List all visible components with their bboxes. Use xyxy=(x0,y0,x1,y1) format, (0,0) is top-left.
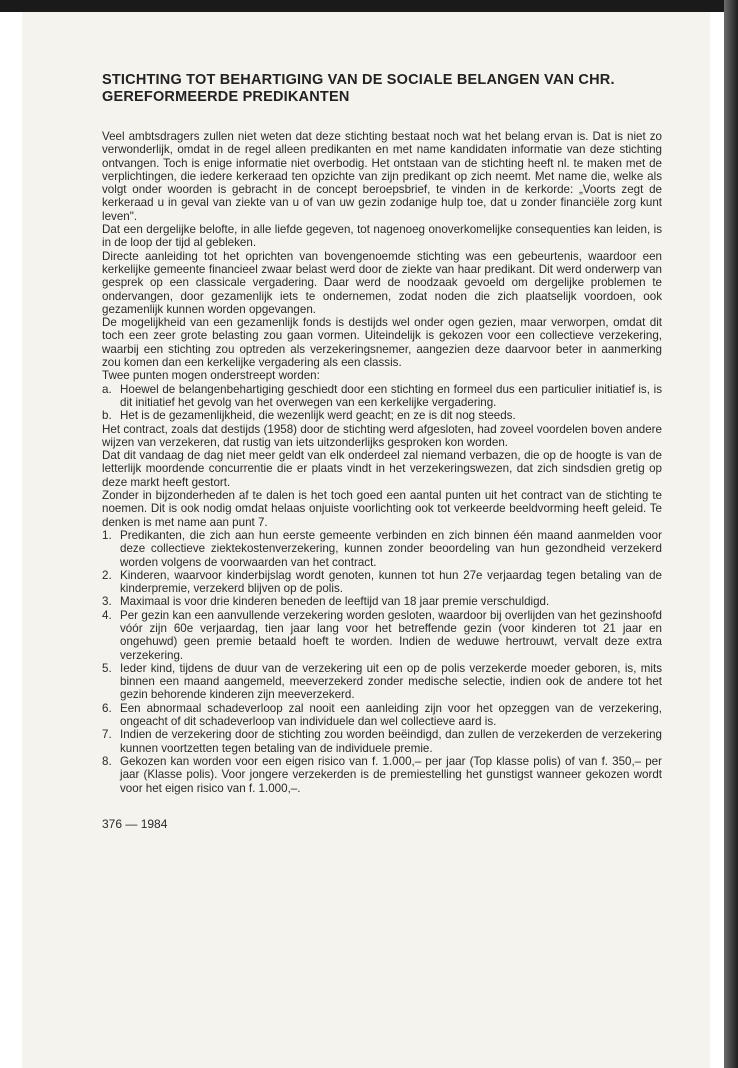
list-item-text: Kinderen, waarvoor kinderbijslag wordt genoten, kunnen tot hun 27e verjaardag tegen betaling van de kinderpremie, verzekerd blijven op de polis. xyxy=(120,568,662,596)
list-item-text: Per gezin kan een aanvullende verzekering worden gesloten, waardoor bij overlijden van het gezinshoofd vóór zijn 60e verjaardag, tien jaar lang voor het betreffende gezin (voor kinderen tot 21 jaar en ongehuwd) geen premie betaald hoeft te worden. Indien de weduwe hertrouwt, vervalt deze extra verzekering. xyxy=(120,608,662,662)
paragraph: Dat dit vandaag de dag niet meer geldt van elk onderdeel zal niemand verbazen, die op de hoogte is van de letterlijk moordende concurrentie die er plaats vindt in het verzekeringswezen, dat zich sindsdien gretig op deze markt heeft gestort. xyxy=(102,449,662,489)
scan-border-right xyxy=(724,0,738,1068)
list-marker: 7. xyxy=(102,728,112,742)
list-marker: 5. xyxy=(102,661,112,675)
list-item-text: Hoewel de belangenbehartiging geschiedt door een stichting en formeel dus een particulier initiatief is, is dit initiatief het gevolg van het overwegen van een kerkelijke vergadering. xyxy=(120,382,662,409)
list-item xyxy=(102,595,662,608)
page-number: 376 — 1984 xyxy=(102,816,168,831)
list-item xyxy=(102,409,662,422)
paragraph: Twee punten mogen onderstreept worden: xyxy=(102,369,320,383)
list-item xyxy=(102,702,662,729)
list-marker: 2. xyxy=(102,568,112,582)
list-item xyxy=(102,609,662,662)
scan-border-top xyxy=(0,0,738,12)
list-marker: 1. xyxy=(102,528,112,542)
list-item xyxy=(102,529,662,569)
paragraph: Veel ambtsdragers zullen niet weten dat deze stichting bestaat noch wat het belang ervan is. Dat is niet zo verwonderlijk, omdat in de regel alleen predikanten en met name kandidaten informatie van deze stichting ontvangen. Toch is enige informatie niet overbodig. Het ontstaan van de stichting heeft nl. te maken met de verplichtingen, die iedere kerkeraad ten opzichte van zijn predikant op zich neemt. Met name die, welke als volgt onder woorden is gebracht in de concept beroepsbrief, te vinden in de kerkorde: „Voorts zegt de kerkeraad u in geval van ziekte van u of van uw gezin zodanige hulp toe, dat u zonder financiële zorg kunt leven". xyxy=(102,130,662,223)
list-item xyxy=(102,569,662,596)
list-item xyxy=(102,662,662,702)
list-item-text: Predikanten, die zich aan hun eerste gemeente verbinden en zich binnen één maand aanmelden voor deze collectieve ziektekostenverzekering, kunnen zonder beoordeling van hun gezondheid verzekerd worden volgens de voorwaarden van het contract. xyxy=(120,528,662,569)
list-marker: 3. xyxy=(102,595,112,609)
list-item-text: Een abnormaal schadeverloop zal nooit een aanleiding zijn voor het opzeggen van de verzekering, ongeacht of dit schadeverloop van individuele dan wel collectieve aard is. xyxy=(120,701,662,729)
document-page xyxy=(22,12,710,1068)
list-marker: a. xyxy=(102,382,112,396)
list-item xyxy=(102,728,662,755)
article xyxy=(102,72,662,831)
paragraph: Het contract, zoals dat destijds (1958) door de stichting werd afgesloten, had zoveel voordelen boven andere wijzen van verzekeren, dat rustig van iets uitzonderlijks gesproken kon worden. xyxy=(102,422,662,449)
list-item-text: Gekozen kan worden voor een eigen risico van f. 1.000,– per jaar (Top klasse polis) of van f. 350,– per jaar (Klasse polis). Voor jongere verzekerden is de premiestelling het gunstigst wanneer gekozen wordt voor het eigen risico van f. 1.000,–. xyxy=(120,754,662,795)
article-title: STICHTING TOT BEHARTIGING VAN DE SOCIALE BELANGEN VAN CHR. GEREFORMEERDE PREDIKANTEN xyxy=(102,72,615,105)
list-item-text: Het is de gezamenlijkheid, die wezenlijk werd geacht; en ze is dit nog steeds. xyxy=(120,409,516,423)
paragraph: Directe aanleiding tot het oprichten van bovengenoemde stichting was een gebeurtenis, waardoor een kerkelijke gemeente financieel zwaar belast werd door de ziekte van haar predikant. Dit werd onderwerp van gesprek op een classicale vergadering. Daar werd de noodzaak gevoeld om dergelijke problemen te ondervangen, door gezamenlijk iets te ondernemen, zodat noden die zich plaatselijk voordoen, ook gezamenlijk kunnen worden opgevangen. xyxy=(102,249,662,316)
article-body xyxy=(102,130,662,795)
numbered-points xyxy=(102,529,662,795)
paragraph: Zonder in bijzonderheden af te dalen is het toch goed een aantal punten uit het contract van de stichting te noemen. Dit is ook nodig omdat helaas onjuiste voorlichting ook tot verkeerde beeldvorming heeft geleid. Te denken is met name aan punt 7. xyxy=(102,489,662,529)
lettered-points xyxy=(102,383,662,423)
paragraph: De mogelijkheid van een gezamenlijk fonds is destijds wel onder ogen gezien, maar verworpen, omdat dit toch een zeer grote belasting zou gaan vormen. Uiteindelijk is gekozen voor een collectieve verzekering, waarbij een stichting zou optreden als verzekeringsnemer, aangezien deze daarvoor beter in aanmerking zou komen dan een kerkelijke vergadering als een classis. xyxy=(102,316,662,370)
list-marker: 4. xyxy=(102,608,112,622)
list-item-text: Ieder kind, tijdens de duur van de verzekering uit een op de polis verzekerde moeder geboren, is, mits binnen een maand aangemeld, meeverzekerd zonder medische selectie, indien ook de andere tot het gezin behorende kinderen zijn meeverzekerd. xyxy=(120,661,662,702)
list-item-text: Indien de verzekering door de stichting zou worden beëindigd, dan zullen de verzekerden de verzekering kunnen voortzetten tegen betaling van de individuele premie. xyxy=(120,728,662,755)
list-item xyxy=(102,383,662,410)
paragraph: Dat een dergelijke belofte, in alle liefde gegeven, tot nagenoeg onoverkomelijke consequenties kan leiden, is in de loop der tijd al gebleken. xyxy=(102,223,662,250)
list-item-text: Maximaal is voor drie kinderen beneden de leeftijd van 18 jaar premie verschuldigd. xyxy=(120,595,550,609)
list-marker: 6. xyxy=(102,701,112,715)
list-marker: b. xyxy=(102,409,112,423)
list-marker: 8. xyxy=(102,754,112,768)
list-item xyxy=(102,755,662,795)
